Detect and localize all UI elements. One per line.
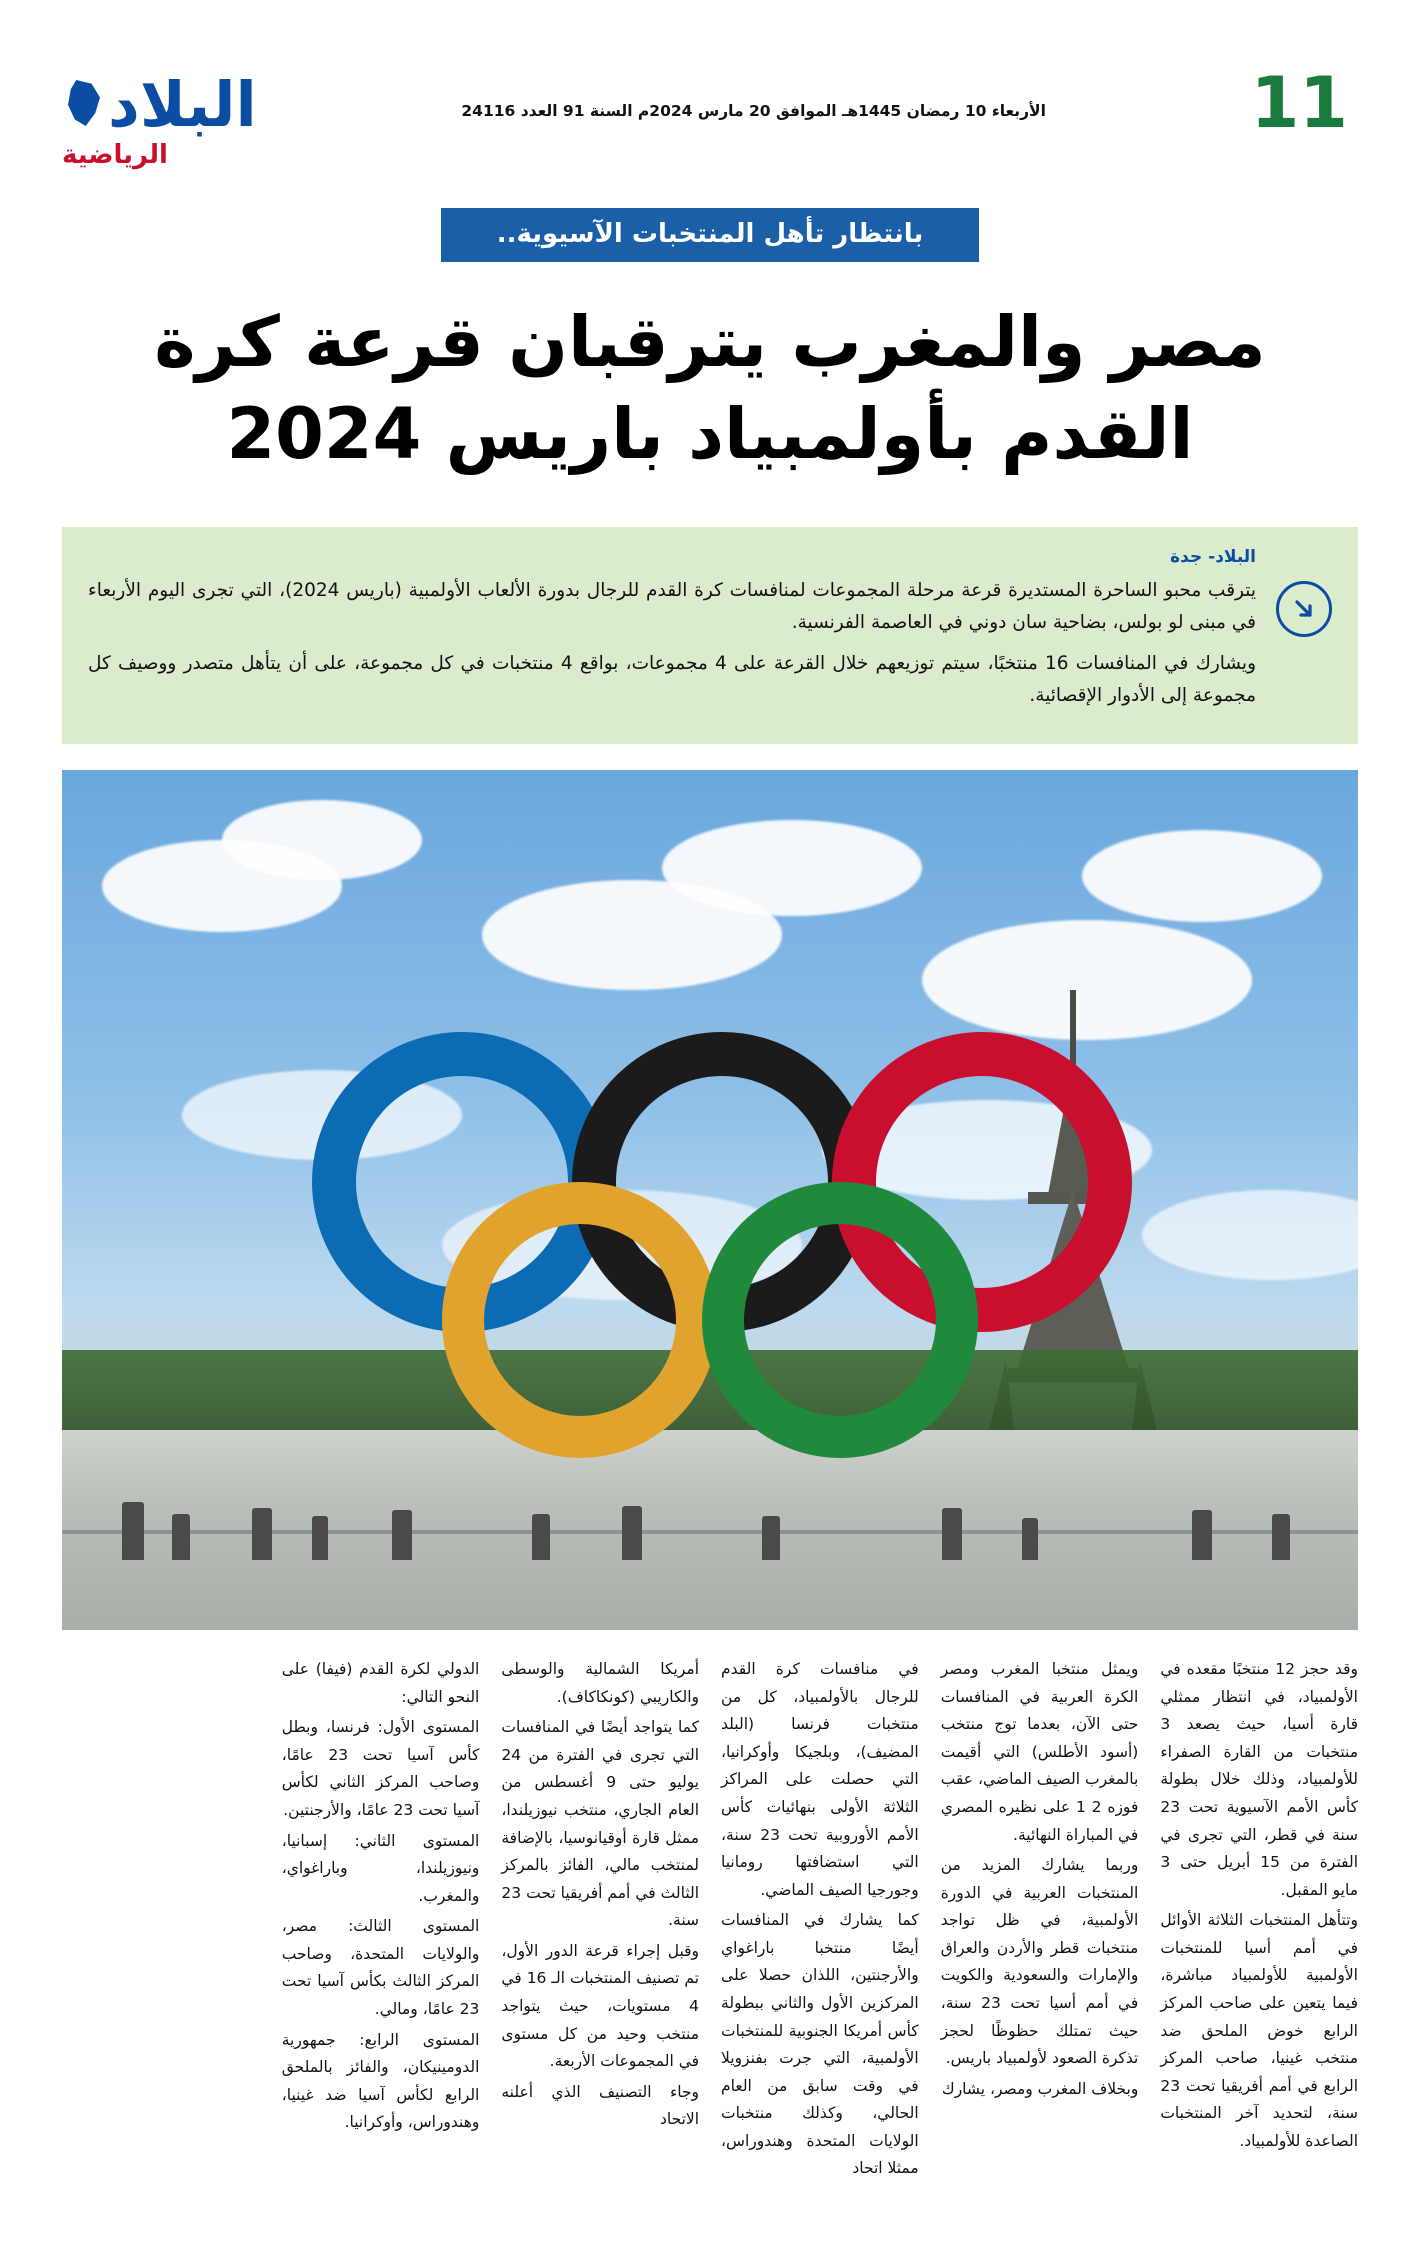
article-paragraph: المستوى الرابع: جمهورية الدومينيكان، والفائز بالملحق الرابع لكأس آسيا ضد غينيا، وهندوراس، وأوكرانيا. <box>281 2030 480 2132</box>
logo-main-label: البلاد <box>108 68 257 141</box>
article-paragraph: وقد حجز 12 منتخبًا مقعده في الأولمبياد، في انتظار ممثلي قارة أسيا، حيث يصعد 3 منتخبات من القارة الصفراء للأولمبياد، وذلك خلال بطولة كأس الأمم الآسيوية تحت 23 سنة في قطر، التي تجرى في الفترة من 15 أبريل حتى 3 مايو المقبل. <box>1160 1660 1358 1899</box>
article-paragraph: وتتأهل المنتخبات الثلاثة الأوائل في أمم أسيا للمنتخبات الأولمبية للأولمبياد مباشرة، فيما يتعين على صاحب المركز الرابع خوض الملحق ضد منتخب غينيا، صاحب المركز الرابع في أمم أفريقيا تحت 23 سنة، لتحديد آخر المنتخبات الصاعدة للأولمبياد. <box>1160 1911 1358 2150</box>
logo-arabic-text <box>62 68 257 141</box>
article-column <box>1160 1656 1358 2155</box>
olympic-rings-eiffel-tower-photo <box>62 770 1358 1630</box>
article-column <box>721 1656 919 2183</box>
olympic-ring-green <box>702 1182 978 1458</box>
masthead <box>62 60 1358 170</box>
article-paragraph: المستوى الثالث: مصر، والولايات المتحدة، وصاحب المركز الثالث بكأس آسيا تحت 23 عامًا، ومالي. <box>281 1917 480 2018</box>
page-title: مصر والمغرب يترقبان قرعة كرة القدم بأولمبياد باريس 2024 <box>154 301 1266 476</box>
article-paragraph: أمريكا الشمالية والوسطى والكاريبي (كونكاكاف). <box>501 1660 700 1706</box>
saudi-map-icon <box>66 80 100 126</box>
newspaper-logo <box>62 68 257 170</box>
article-column <box>941 1656 1139 2103</box>
page-number: 11 <box>1250 62 1348 144</box>
article-body <box>62 1656 1358 2183</box>
lead-paragraph: يترقب محبو الساحرة المستديرة قرعة مرحلة المجموعات لمنافسات كرة القدم للرجال بدورة الألعاب الأولمبية (باريس 2024)، التي تجرى اليوم الأربعاء في مبنى لو بولس، بضاحية سان دوني في العاصمة الفرنسية. <box>88 579 1256 633</box>
article-paragraph: كما يتواجد أيضًا في المنافسات التي تجرى في الفترة من 24 يوليو حتى 9 أغسطس من العام الجاري، منتخب نيوزيلندا، ممثل قارة أوقيانوسيا، بالإضافة لمنتخب مالي، الفائز بالمركز الثالث في أمم أفريقيا تحت 23 سنة. <box>501 1718 700 1930</box>
article-column <box>282 1656 480 2137</box>
logo-sub-label: الرياضية <box>62 140 168 170</box>
lead-source: البلاد- جدة <box>1170 546 1256 567</box>
article-paragraph: المستوى الأول: فرنسا، وبطل كأس آسيا تحت 23 عامًا، وصاحب المركز الثاني لكأس آسيا تحت 23 عامًا، والأرجنتين. <box>281 1718 480 1819</box>
article-paragraph: وبخلاف المغرب ومصر، يشارك <box>941 2079 1139 2098</box>
olympic-rings <box>62 1032 1358 1462</box>
article-paragraph: في منافسات كرة القدم للرجال بالأولمبياد، كل من منتخبات فرنسا (البلد المضيف)، وبلجيكا وأوكرانيا، التي حصلت على المراكز الثلاثة الأولى بنهائيات كأس الأمم الأوروبية تحت 23 سنة، التي استضافتها رومانيا وجورجيا الصيف الماضي. <box>721 1660 919 1899</box>
article-column <box>501 1656 699 2134</box>
article-paragraph: الدولي لكرة القدم (فيفا) على النحو التالي: <box>281 1660 480 1706</box>
article-paragraph: المستوى الثاني: إسبانيا، ونيوزيلندا، وباراغواي، والمغرب. <box>281 1831 480 1905</box>
article-paragraph: وربما يشارك المزيد من المنتخبات العربية في الدورة الأولمبية، في ظل تواجد منتخبات قطر والأردن والعراق والإمارات والسعودية والكويت في أمم أسيا تحت 23 سنة، حيث تمتلك حظوظًا لحجز تذكرة الصعود لأولمبياد باريس. <box>940 1856 1139 2068</box>
kicker-banner: بانتظار تأهل المنتخبات الآسيوية.. <box>441 208 980 262</box>
arrow-down-right-icon <box>1276 581 1332 637</box>
lead-box <box>62 527 1358 744</box>
article-paragraph: وقبل إجراء قرعة الدور الأول، تم تصنيف المنتخبات الـ 16 في 4 مستويات، حيث يتواجد منتخب وحيد من كل مستوى في المجموعات الأربعة. <box>501 1941 700 2071</box>
kicker-row <box>62 208 1358 262</box>
article-paragraph: ويمثل منتخبا المغرب ومصر الكرة العربية في المنافسات حتى الآن، بعدما توج منتخب (أسود الأطلس) التي أقيمت بالمغرب الصيف الماضي، عقب فوزه 2 1 على نظيره المصري في المباراة النهائية. <box>940 1660 1139 1844</box>
issue-line: الأربعاء 10 رمضان 1445هـ الموافق 20 مارس 2024م السنة 91 العدد 24116 <box>461 102 1046 120</box>
olympic-ring-yellow <box>442 1182 718 1458</box>
article-paragraph: وجاء التصنيف الذي أعلنه الاتحاد <box>501 2082 700 2129</box>
lead-paragraph: ويشارك في المنافسات 16 منتخبًا، سيتم توزيعهم خلال القرعة على 4 مجموعات، بواقع 4 منتخبات في كل مجموعة، على أن يتأهل متصدر ووصيف كل مجموعة إلى الأدوار الإقصائية. <box>88 653 1257 707</box>
lead-text <box>88 547 1256 722</box>
article-paragraph: كما يشارك في المنافسات أيضًا منتخبا باراغواي والأرجنتين، اللذان حصلا على المركزين الأول والثاني ببطولة كأس أمريكا الجنوبية للمنتخبات الأولمبية، التي جرت بفنزويلا في وقت سابق من العام الحالي، وكذلك منتخبات الولايات المتحدة وهندوراس، ممثلا اتحاد <box>721 1911 919 2178</box>
